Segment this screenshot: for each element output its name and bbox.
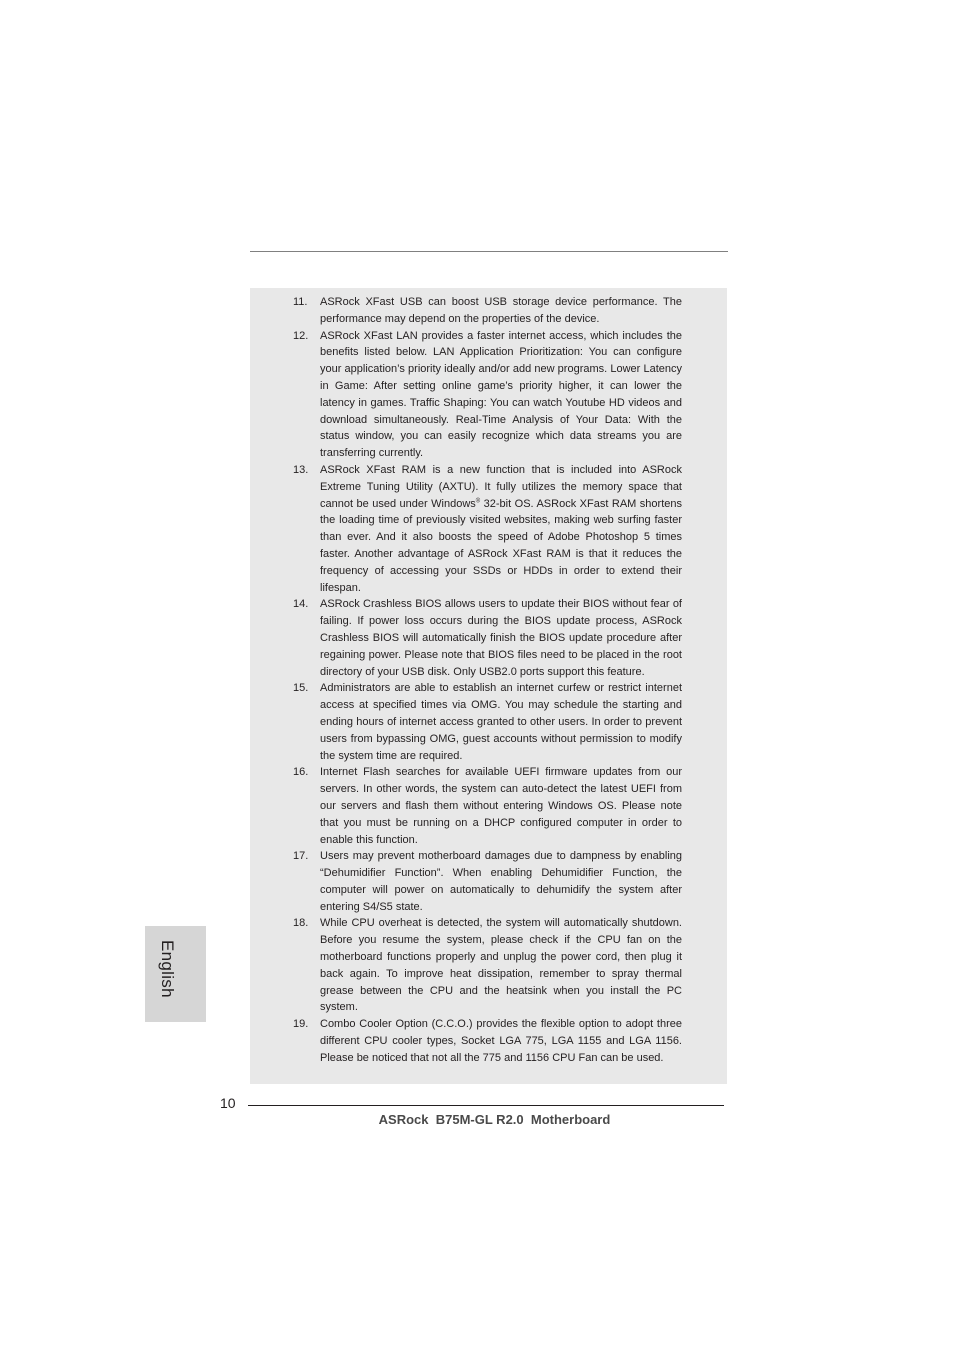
item-number: 11. (293, 296, 308, 308)
item-number: 15. (293, 682, 309, 695)
item-text: ASRock XFast USB can boost USB storage device performance. The performance may depend on the properties of the device. (320, 296, 682, 325)
item-text: Internet Flash searches for available UEFI firmware updates from our servers. In other words, the system can auto-detect the latest UEFI from our servers and flash them without entering Windows OS. Please note that you must be running on a DHCP configured computer in order to enable this function. (320, 766, 682, 846)
list-item (290, 680, 682, 764)
feature-notes-list (290, 294, 682, 1067)
item-number: 12. (293, 329, 309, 342)
item-number: 17. (293, 850, 309, 863)
language-tab-label: English (158, 940, 177, 998)
header-divider (250, 251, 728, 252)
item-number: 16. (293, 766, 309, 779)
item-text (320, 462, 682, 596)
page-number: 10 (220, 1095, 236, 1111)
list-item (290, 462, 682, 596)
item-number: 18. (293, 917, 309, 930)
list-item (290, 848, 682, 915)
item-text: While CPU overheat is detected, the system will automatically shutdown. Before you resume the system, please check if the CPU fan on the motherboard functions properly and unplug the power cord, then plug it back again. To improve heat dissipation, remember to spray thermal grease between the CPU and the heatsink when you install the PC system. (320, 917, 682, 1014)
item-text: Combo Cooler Option (C.C.O.) provides the flexible option to adopt three different CPU cooler types, Socket LGA 775, LGA 1155 and LGA 1156. Please be noticed that not all the 775 and 1156 CPU Fan can be used. (320, 1018, 682, 1064)
item-number: 19. (293, 1018, 309, 1031)
item-text: Administrators are able to establish an internet curfew or restrict internet access at specified times via OMG. You may schedule the starting and ending hours of internet access granted to other users. In order to prevent users from bypassing OMG, guest accounts without permission to modify the system time are required. (320, 682, 682, 762)
item-text-part: ASRock XFast RAM is a new function that is included into ASRock Extreme Tuning Utility (AXTU). It fully utilizes the memory space that cannot be used under Windows (320, 463, 682, 510)
list-item (290, 328, 682, 462)
footer-title: ASRock B75M-GL R2.0 Motherboard (378, 1112, 611, 1127)
footer-divider (248, 1105, 724, 1106)
list-item (290, 596, 682, 680)
item-text: ASRock XFast LAN provides a faster internet access, which includes the benefits listed below. LAN Application Prioritization: You can configure your application’s priority ideally and/or add new programs. Lower Latency in Game: After setting online game’s priority higher, it can lower the latency in games. Traffic Shaping: You can watch Youtube HD videos and download simultaneously. Real-Time Analysis of Your Data: With the status window, you can easily recognize which data streams you are transferring currently. (320, 329, 682, 460)
language-tab (145, 926, 206, 1022)
item-text-part: 32-bit OS. ASRock XFast RAM shortens the loading time of previously visited websites, making web surfing faster than ever. And it also boosts the speed of Adobe Photoshop 5 times faster. Another advantage of ASRock XFast RAM is that it reduces the frequency of accessing your SSDs or HDDs in order to extend their lifespan. (320, 497, 682, 594)
registered-mark: ® (475, 497, 481, 504)
item-number: 14. (293, 598, 309, 611)
item-text: Users may prevent motherboard damages due to dampness by enabling “Dehumidifier Function”. When enabling Dehumidifier Function, the computer will power on automatically to dehumidify the system after entering S4/S5 state. (320, 850, 682, 913)
item-number: 13. (293, 463, 309, 476)
list-item (290, 1016, 682, 1066)
list-item (290, 764, 682, 848)
item-text: ASRock Crashless BIOS allows users to update their BIOS without fear of failing. If power loss occurs during the BIOS update process, ASRock Crashless BIOS will automatically finish the BIOS update procedure after regaining power. Please note that BIOS files need to be placed in the root directory of your USB disk. Only USB2.0 ports support this feature. (320, 598, 682, 678)
list-item (290, 915, 682, 1016)
list-item (290, 294, 682, 328)
